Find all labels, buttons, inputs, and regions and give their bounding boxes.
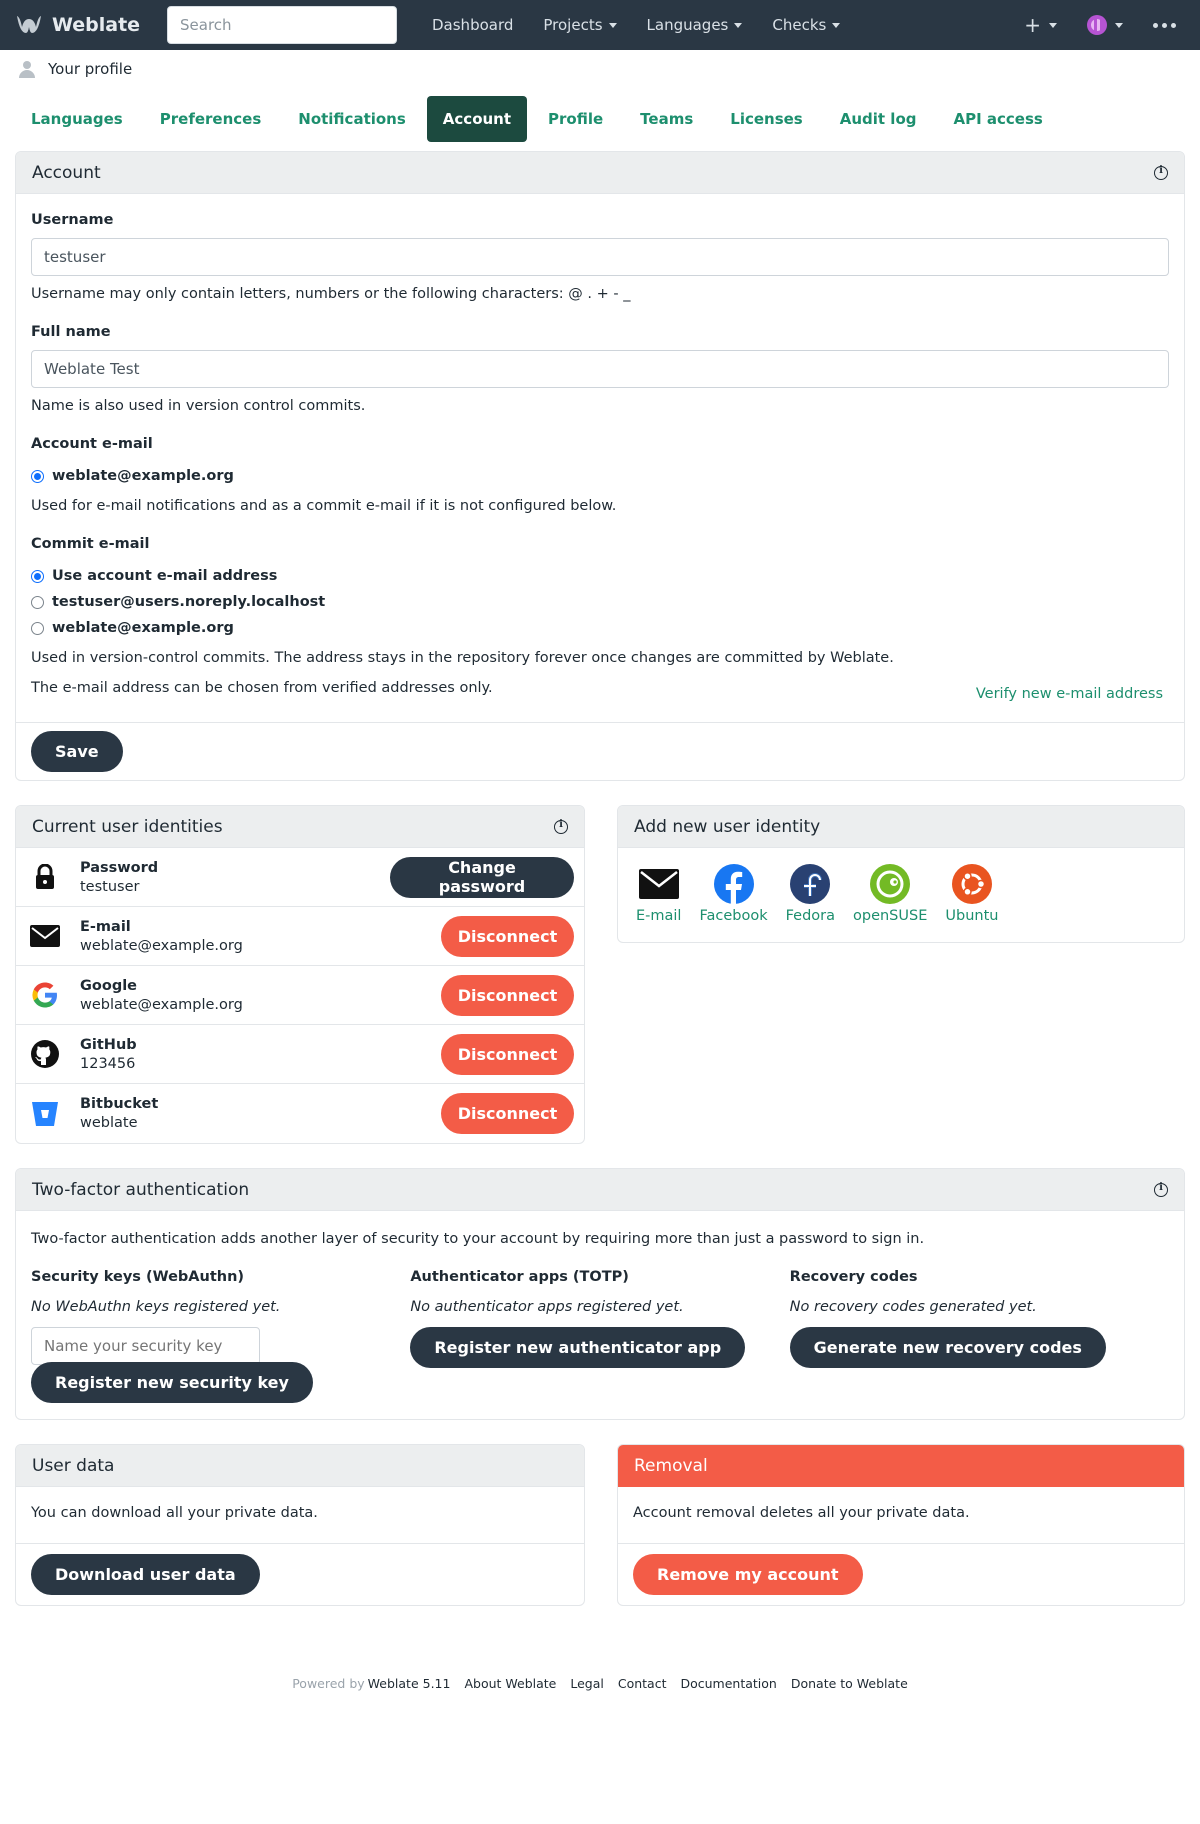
identity-value: testuser [80,878,140,895]
account-email-option[interactable] [31,468,1169,484]
nav-dashboard[interactable] [417,16,528,34]
google-icon [30,980,60,1010]
radio-checked[interactable] [31,470,44,483]
nav-languages-label: Languages [646,16,729,34]
powered-by-label: Powered by [292,1676,365,1691]
commit-email-label: Commit e-mail [31,536,150,552]
username-help: Username may only contain letters, numbers or the following characters: @ . + - _ [31,286,631,302]
tab-licenses[interactable]: Licenses [730,110,803,128]
add-identity-panel [617,805,1185,943]
provider-facebook[interactable] [699,864,767,924]
caret-down-icon [734,23,742,28]
plus-icon: + [1024,13,1041,37]
brand-logo[interactable] [14,13,151,37]
disconnect-email-button[interactable]: Disconnect [441,916,574,957]
fedora-icon [790,864,830,904]
footer [15,1676,1185,1691]
save-button[interactable]: Save [31,731,123,772]
identity-row-email [16,907,584,966]
webauthn-empty: No WebAuthn keys registered yet. [31,1299,281,1315]
github-icon [30,1039,60,1069]
user-data-panel [15,1444,585,1606]
totp-label: Authenticator apps (TOTP) [410,1269,629,1285]
register-authenticator-button[interactable]: Register new authenticator app [410,1327,745,1368]
account-panel-title: Account [32,162,101,183]
removal-panel [617,1444,1185,1606]
commit-option-label: Use account e-mail address [52,568,278,584]
provider-email[interactable] [636,864,681,924]
verify-email-link[interactable]: Verify new e-mail address [975,686,1163,702]
tfa-intro: Two-factor authentication adds another layer of security to your account by requiring more than just a password to sign in. [31,1231,925,1247]
bitbucket-icon [30,1099,60,1129]
username-input[interactable] [31,238,1169,276]
totp-empty: No authenticator apps registered yet. [410,1299,684,1315]
fullname-input[interactable] [31,350,1169,388]
commit-option-label: weblate@example.org [52,620,234,636]
add-identity-title: Add new user identity [634,816,821,837]
tab-profile[interactable]: Profile [548,110,604,128]
provider-label: Fedora [785,908,835,924]
provider-ubuntu[interactable] [945,864,998,924]
identity-name: E-mail [80,918,131,935]
add-menu[interactable] [1024,13,1057,37]
provider-label: openSUSE [853,908,928,924]
user-data-title: User data [32,1455,115,1476]
fullname-help: Name is also used in version control commits. [31,398,366,414]
download-user-data-button[interactable]: Download user data [31,1554,260,1595]
envelope-icon [30,921,60,951]
commit-email-option-noreply[interactable] [31,594,1169,610]
provider-opensuse[interactable] [853,864,927,924]
caret-down-icon [1115,23,1123,28]
nav-projects[interactable] [528,16,631,34]
more-dots-icon [1153,23,1176,28]
footer-donate-link[interactable]: Donate to Weblate [790,1676,908,1691]
identity-value: weblate@example.org [80,937,243,954]
provider-label: Ubuntu [945,908,999,924]
info-icon[interactable] [554,820,568,834]
tfa-title: Two-factor authentication [32,1179,250,1200]
recovery-empty: No recovery codes generated yet. [789,1299,1037,1315]
opensuse-icon [870,864,910,904]
identity-name: Bitbucket [80,1096,159,1112]
disconnect-bitbucket-button[interactable]: Disconnect [441,1093,574,1134]
tab-audit-log[interactable]: Audit log [839,110,917,128]
tab-account[interactable]: Account [427,96,527,142]
tab-notifications[interactable]: Notifications [298,110,406,128]
radio-unchecked[interactable] [31,596,44,609]
register-security-key-button[interactable]: Register new security key [31,1362,313,1403]
commit-email-help: Used in version-control commits. The address stays in the repository forever once changes are committed by Weblate. [31,650,894,666]
tab-teams[interactable]: Teams [640,110,694,128]
commit-email-option-account[interactable] [31,568,1169,584]
identity-value: weblate@example.org [80,996,243,1013]
account-email-option-label: weblate@example.org [52,468,234,484]
radio-checked[interactable] [31,570,44,583]
removal-title: Removal [634,1455,708,1476]
account-email-label: Account e-mail [31,436,153,452]
two-factor-panel [15,1168,1185,1420]
identities-title: Current user identities [32,816,223,837]
account-email-help: Used for e-mail notifications and as a commit e-mail if it is not configured below. [31,498,617,514]
provider-label: Facebook [699,908,768,924]
envelope-icon [639,864,679,904]
identity-name: GitHub [80,1036,137,1053]
removal-text: Account removal deletes all your private data. [633,1505,970,1521]
identity-row-password [16,848,584,907]
identity-row-github [16,1025,584,1084]
more-menu[interactable] [1153,23,1176,28]
ubuntu-icon [952,864,992,904]
info-icon[interactable] [1154,166,1168,180]
provider-fedora[interactable] [786,864,835,924]
tab-preferences[interactable]: Preferences [159,110,262,128]
user-icon [18,60,36,78]
user-data-text: You can download all your private data. [31,1505,318,1521]
nav-checks-label: Checks [772,16,827,34]
disconnect-github-button[interactable]: Disconnect [441,1034,574,1075]
commit-option-label: testuser@users.noreply.localhost [52,594,326,610]
remove-account-button[interactable]: Remove my account [633,1554,863,1595]
security-key-name-input[interactable] [31,1327,260,1365]
footer-documentation-link[interactable]: Documentation [680,1676,777,1691]
caret-down-icon [832,23,840,28]
identity-name: Google [80,977,138,994]
verified-help: The e-mail address can be chosen from verified addresses only. [31,680,493,696]
webauthn-label: Security keys (WebAuthn) [31,1269,245,1285]
footer-about-link[interactable]: About Weblate [464,1676,557,1691]
footer-legal-link[interactable]: Legal [570,1676,604,1691]
identity-row-google [16,966,584,1025]
change-password-button[interactable]: Change password [390,857,574,898]
identity-row-bitbucket [16,1084,584,1143]
username-label: Username [31,212,114,228]
tab-languages[interactable]: Languages [31,110,123,128]
identity-value: 123456 [80,1055,136,1072]
identity-name: Password [80,859,159,876]
nav-dashboard-label: Dashboard [432,16,514,34]
facebook-icon [714,864,754,904]
search-input[interactable] [167,6,397,44]
nav-checks[interactable] [757,16,855,34]
disconnect-google-button[interactable]: Disconnect [441,975,574,1016]
brand-name: Weblate [52,14,141,36]
footer-version-link[interactable]: Weblate 5.11 [367,1676,451,1691]
commit-email-option-email[interactable] [31,620,1169,636]
current-identities-panel [15,805,585,1144]
info-icon[interactable] [1154,1183,1168,1197]
recovery-label: Recovery codes [789,1269,918,1285]
top-navbar [0,0,1200,50]
avatar [1087,15,1107,35]
lock-icon [30,862,60,892]
account-panel [15,151,1185,781]
footer-contact-link[interactable]: Contact [617,1676,667,1691]
tab-api-access[interactable]: API access [953,110,1043,128]
weblate-logo-icon [14,13,44,37]
nav-languages[interactable] [632,16,758,34]
nav-projects-label: Projects [543,16,603,34]
caret-down-icon [609,23,617,28]
breadcrumb [0,50,1200,88]
fullname-label: Full name [31,324,111,340]
caret-down-icon [1049,23,1057,28]
provider-label: E-mail [636,908,682,924]
generate-recovery-codes-button[interactable]: Generate new recovery codes [790,1327,1106,1368]
user-menu[interactable] [1087,15,1123,35]
identity-value: weblate [80,1115,138,1131]
breadcrumb-label[interactable]: Your profile [48,60,133,78]
radio-unchecked[interactable] [31,622,44,635]
